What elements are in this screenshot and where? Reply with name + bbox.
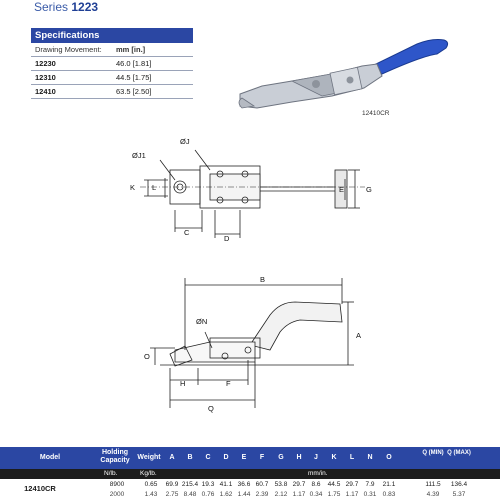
series-prefix: Series [34, 0, 69, 14]
dim-label-j1: ØJ1 [132, 151, 146, 160]
product-photo [232, 36, 462, 116]
dim-label-f: F [226, 379, 231, 388]
dim-label-h: H [180, 379, 186, 388]
dim-label-l: L [152, 183, 157, 192]
table-cell: 69.9 [165, 481, 179, 488]
table-cell: 2000 [109, 491, 125, 498]
table-cell: 111.5 [425, 481, 441, 488]
spec-model: 12230 [35, 59, 56, 68]
col-h: H [296, 454, 302, 461]
table-cell: 0.31 [363, 491, 377, 498]
col-f: F [259, 454, 265, 461]
dim-label-j: ØJ [180, 137, 190, 146]
spec-row [31, 86, 193, 97]
spec-header-unit: mm [in.] [116, 45, 146, 54]
spec-row [31, 72, 193, 83]
table-cell: 29.7 [345, 481, 359, 488]
table-cell: 0.83 [382, 491, 396, 498]
table-row [0, 490, 500, 500]
spec-divider [31, 84, 193, 85]
table-cell: 1.17 [292, 491, 306, 498]
spec-value: 46.0 [1.81] [116, 59, 152, 68]
table-cell: 19.3 [201, 481, 215, 488]
table-cell: 1.75 [327, 491, 341, 498]
col-q-min: Q (MIN) [422, 450, 444, 456]
spec-table-header [0, 447, 500, 469]
table-cell: 21.1 [382, 481, 396, 488]
table-cell: 0.65 [144, 481, 158, 488]
col-o: O [386, 454, 392, 461]
dim-label-d: D [224, 234, 230, 243]
series-number: 1223 [71, 0, 99, 14]
unit-row [0, 469, 500, 479]
table-cell: 4.39 [426, 491, 440, 498]
spec-divider [31, 56, 193, 57]
table-cell: 8.48 [183, 491, 197, 498]
side-view-drawing [130, 270, 380, 415]
col-e: E [241, 454, 247, 461]
table-cell: 29.7 [292, 481, 306, 488]
table-cell: 215.4 [181, 481, 199, 488]
top-view-drawing [120, 130, 390, 250]
photo-caption: 12410CR [362, 110, 390, 117]
table-cell: 2.39 [255, 491, 269, 498]
table-cell: 136.4 [450, 481, 468, 488]
table-cell: 8900 [109, 481, 125, 488]
dim-label-e: E [339, 185, 345, 194]
table-cell: 1.44 [237, 491, 251, 498]
col-model: Model [39, 454, 61, 461]
table-cell: 5.37 [452, 491, 466, 498]
table-cell: 2.12 [274, 491, 288, 498]
table-cell: 2.75 [165, 491, 179, 498]
table-cell: 44.5 [327, 481, 341, 488]
unit-capacity: N/lb. [104, 470, 118, 477]
table-cell: 60.7 [255, 481, 269, 488]
col-k: K [331, 454, 337, 461]
dim-label-b: B [260, 275, 266, 284]
spec-divider [31, 98, 193, 99]
table-cell: 7.9 [365, 481, 375, 488]
col-a: A [169, 454, 175, 461]
spec-value: 63.5 [2.50] [116, 87, 152, 96]
col-q-max: Q (MAX) [447, 450, 471, 456]
series-title [34, 0, 98, 14]
table-cell: 8.6 [311, 481, 321, 488]
col-weight: Weight [137, 454, 161, 461]
table-cell: 0.76 [201, 491, 215, 498]
col-l: L [349, 454, 355, 461]
unit-weight: Kg/lb. [140, 470, 157, 477]
table-cell: 1.43 [144, 491, 158, 498]
spec-divider [31, 70, 193, 71]
dim-label-k: K [130, 183, 136, 192]
table-cell: 0.34 [309, 491, 323, 498]
spec-model: 12310 [35, 73, 56, 82]
table-cell: 1.17 [345, 491, 359, 498]
table-cell: 1.62 [219, 491, 233, 498]
table-cell: 36.6 [237, 481, 251, 488]
spec-row [31, 58, 193, 69]
col-n: N [367, 454, 373, 461]
unit-dims: mm/in. [308, 470, 328, 477]
dim-label-q: Q [208, 404, 214, 413]
table-cell: 53.8 [274, 481, 288, 488]
col-b: B [187, 454, 193, 461]
col-c: C [205, 454, 211, 461]
specifications-header: Specifications [31, 28, 193, 43]
model-cell: 12410CR [24, 484, 56, 493]
spec-model: 12410 [35, 87, 56, 96]
col-j: J [314, 454, 318, 461]
dim-label-n: ØN [196, 317, 208, 326]
dim-label-a: A [356, 331, 362, 340]
table-row [0, 480, 500, 490]
table-cell: 41.1 [219, 481, 233, 488]
col-g: G [278, 454, 284, 461]
spec-value: 44.5 [1.75] [116, 73, 152, 82]
dim-label-c: C [184, 228, 190, 237]
col-holding-capacity: Holding Capacity [100, 449, 130, 464]
col-d: D [223, 454, 229, 461]
dim-label-o: O [144, 352, 150, 361]
dim-label-g: G [366, 185, 372, 194]
spec-header-row [31, 44, 193, 55]
spec-header-label: Drawing Movement: [35, 45, 102, 54]
